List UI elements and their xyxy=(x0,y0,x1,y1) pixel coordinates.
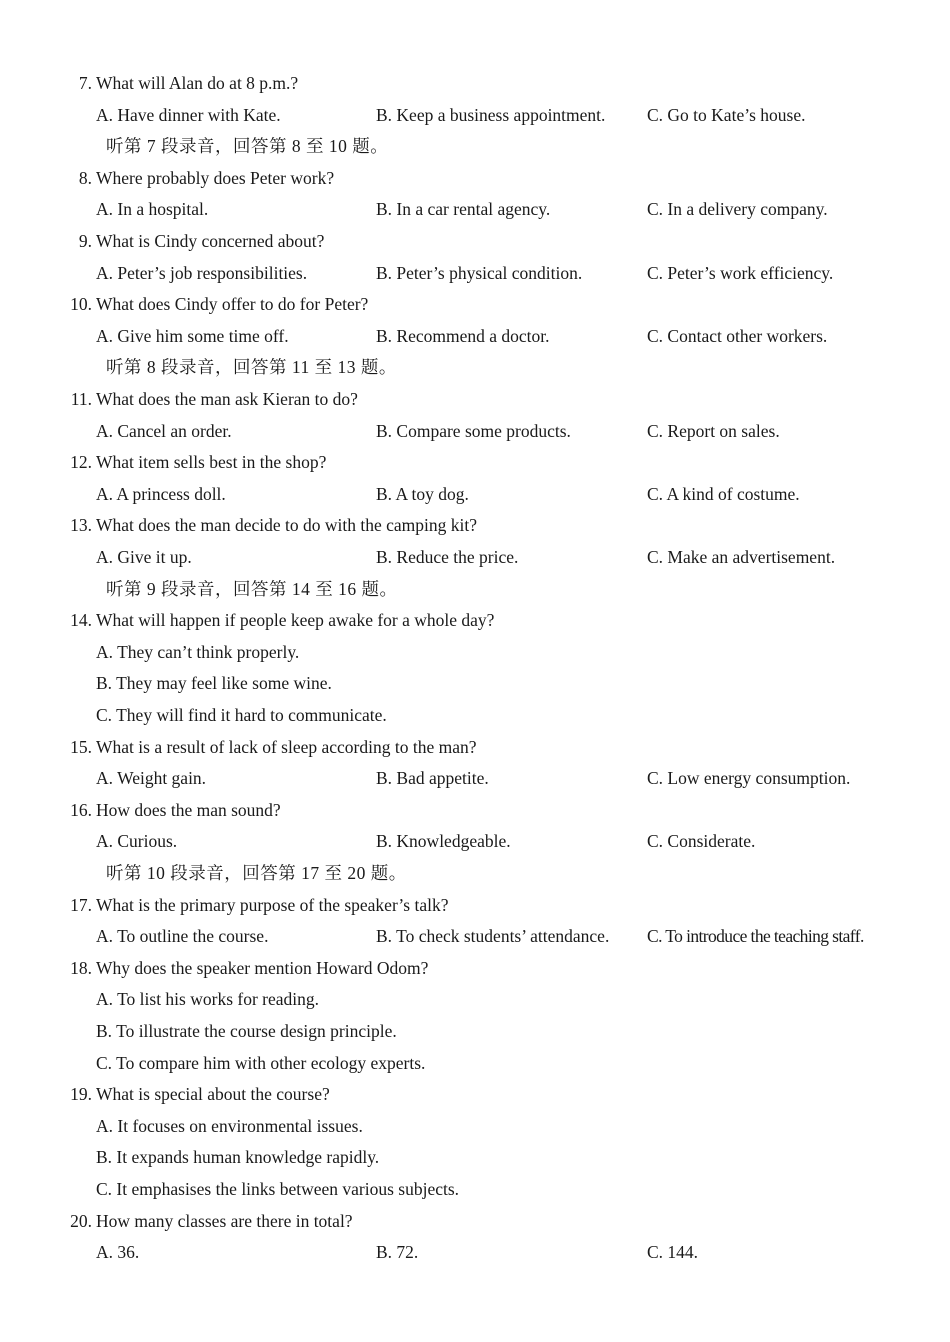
option-line xyxy=(0,1142,950,1172)
option-line xyxy=(0,1174,950,1204)
question-number: 10. xyxy=(70,294,92,315)
question-line xyxy=(0,226,950,256)
option-b: B. Recommend a doctor. xyxy=(376,325,550,346)
question-text: What is Cindy concerned about? xyxy=(96,231,325,251)
question-line xyxy=(0,732,950,762)
option-c: C. Contact other workers. xyxy=(647,325,828,346)
instruction-text: 听第 7 段录音，回答第 8 至 10 题。 xyxy=(106,136,389,157)
option-a: A. Have dinner with Kate. xyxy=(96,104,281,125)
question-text: What will happen if people keep awake for a whole day? xyxy=(96,610,495,631)
options-row xyxy=(0,826,950,856)
question-text: What is the primary purpose of the speaker’s talk? xyxy=(96,894,449,915)
options-row xyxy=(0,1237,950,1267)
section-instruction xyxy=(0,858,950,888)
option-text: B. To illustrate the course design principle. xyxy=(96,1021,397,1041)
option-line xyxy=(0,1048,950,1078)
option-c: C. 144. xyxy=(647,1242,699,1263)
question-number: 14. xyxy=(70,610,92,631)
option-text: C. They will find it hard to communicate. xyxy=(96,705,387,725)
option-c: C. A kind of costume. xyxy=(647,483,800,504)
question-text: Where probably does Peter work? xyxy=(96,167,335,188)
instruction-text: 听第 8 段录音，回答第 11 至 13 题。 xyxy=(106,357,397,378)
option-c: C. Considerate. xyxy=(647,831,756,852)
option-text: A. To list his works for reading. xyxy=(96,989,320,1010)
option-c: C. To introduce the teaching staff. xyxy=(647,926,864,947)
instruction-text: 听第 9 段录音，回答第 14 至 16 题。 xyxy=(106,578,398,599)
option-text: A. It focuses on environmental issues. xyxy=(96,1115,363,1136)
instruction-text: 听第 10 段录音，回答第 17 至 20 题。 xyxy=(106,863,407,883)
option-c: C. Low energy consumption. xyxy=(647,768,851,789)
option-b: B. A toy dog. xyxy=(376,483,469,504)
question-text: What will Alan do at 8 p.m.? xyxy=(96,73,299,93)
option-a: A. Give him some time off. xyxy=(96,325,289,346)
section-instruction xyxy=(0,352,950,382)
question-text: Why does the speaker mention Howard Odom? xyxy=(96,957,429,978)
option-text: C. To compare him with other ecology experts. xyxy=(96,1052,426,1073)
question-line xyxy=(0,384,950,414)
question-text: What is special about the course? xyxy=(96,1084,330,1105)
option-a: A. 36. xyxy=(96,1242,140,1263)
question-line xyxy=(0,510,950,540)
question-number: 19. xyxy=(70,1084,92,1105)
option-a: A. Curious. xyxy=(96,831,178,852)
option-b: B. Knowledgeable. xyxy=(376,831,511,852)
option-text: A. They can’t think properly. xyxy=(96,641,300,662)
question-line xyxy=(0,1206,950,1236)
question-line xyxy=(0,1079,950,1109)
options-row xyxy=(0,416,950,446)
option-b: B. Compare some products. xyxy=(376,420,571,441)
option-a: A. A princess doll. xyxy=(96,483,226,504)
question-number: 17. xyxy=(70,894,92,915)
question-line xyxy=(0,163,950,193)
question-number: 18. xyxy=(70,957,92,978)
question-line xyxy=(0,890,950,920)
question-line xyxy=(0,953,950,983)
option-a: A. Cancel an order. xyxy=(96,420,232,441)
question-line xyxy=(0,605,950,635)
question-line xyxy=(0,289,950,319)
option-c: C. Make an advertisement. xyxy=(647,547,836,567)
question-line xyxy=(0,795,950,825)
option-a: A. Peter’s job responsibilities. xyxy=(96,262,308,283)
option-text: B. They may feel like some wine. xyxy=(96,673,332,694)
question-text: What is a result of lack of sleep according to the man? xyxy=(96,736,477,757)
question-text: How many classes are there in total? xyxy=(96,1210,353,1231)
option-c: C. In a delivery company. xyxy=(647,199,828,220)
option-c: C. Peter’s work efficiency. xyxy=(647,262,834,283)
option-b: B. Keep a business appointment. xyxy=(376,104,606,125)
question-text: What does the man decide to do with the camping kit? xyxy=(96,515,478,536)
option-text: C. It emphasises the links between various subjects. xyxy=(96,1179,460,1199)
option-a: A. In a hospital. xyxy=(96,199,209,220)
question-number: 9. xyxy=(78,231,92,251)
option-a: A. To outline the course. xyxy=(96,926,269,947)
option-line xyxy=(0,700,950,730)
question-line xyxy=(0,447,950,477)
question-text: What does the man ask Kieran to do? xyxy=(96,389,358,409)
options-row xyxy=(0,479,950,509)
question-number: 20. xyxy=(70,1210,92,1231)
question-text: How does the man sound? xyxy=(96,799,281,820)
option-line xyxy=(0,1016,950,1046)
question-number: 8. xyxy=(78,167,92,188)
option-line xyxy=(0,668,950,698)
options-row xyxy=(0,258,950,288)
options-row xyxy=(0,542,950,572)
question-text: What item sells best in the shop? xyxy=(96,452,327,473)
section-instruction xyxy=(0,131,950,161)
options-row xyxy=(0,321,950,351)
question-number: 11. xyxy=(70,389,92,409)
section-instruction xyxy=(0,574,950,604)
options-row xyxy=(0,763,950,793)
option-line xyxy=(0,1111,950,1141)
option-b: B. Bad appetite. xyxy=(376,768,489,789)
option-c: C. Go to Kate’s house. xyxy=(647,104,806,125)
option-b: B. 72. xyxy=(376,1242,419,1263)
option-c: C. Report on sales. xyxy=(647,420,780,441)
question-number: 7. xyxy=(78,73,92,93)
option-b: B. Reduce the price. xyxy=(376,547,519,567)
option-line xyxy=(0,984,950,1014)
options-row xyxy=(0,194,950,224)
question-number: 13. xyxy=(70,515,92,536)
option-a: A. Weight gain. xyxy=(96,768,207,789)
option-line xyxy=(0,637,950,667)
options-row xyxy=(0,100,950,130)
option-b: B. Peter’s physical condition. xyxy=(376,262,583,283)
question-line xyxy=(0,68,950,98)
option-text: B. It expands human knowledge rapidly. xyxy=(96,1147,380,1168)
question-number: 16. xyxy=(70,799,92,820)
question-number: 12. xyxy=(70,452,92,473)
question-text: What does Cindy offer to do for Peter? xyxy=(96,294,369,315)
option-a: A. Give it up. xyxy=(96,547,192,567)
option-b: B. To check students’ attendance. xyxy=(376,926,610,947)
options-row xyxy=(0,921,950,951)
option-b: B. In a car rental agency. xyxy=(376,199,551,220)
question-number: 15. xyxy=(70,736,92,757)
